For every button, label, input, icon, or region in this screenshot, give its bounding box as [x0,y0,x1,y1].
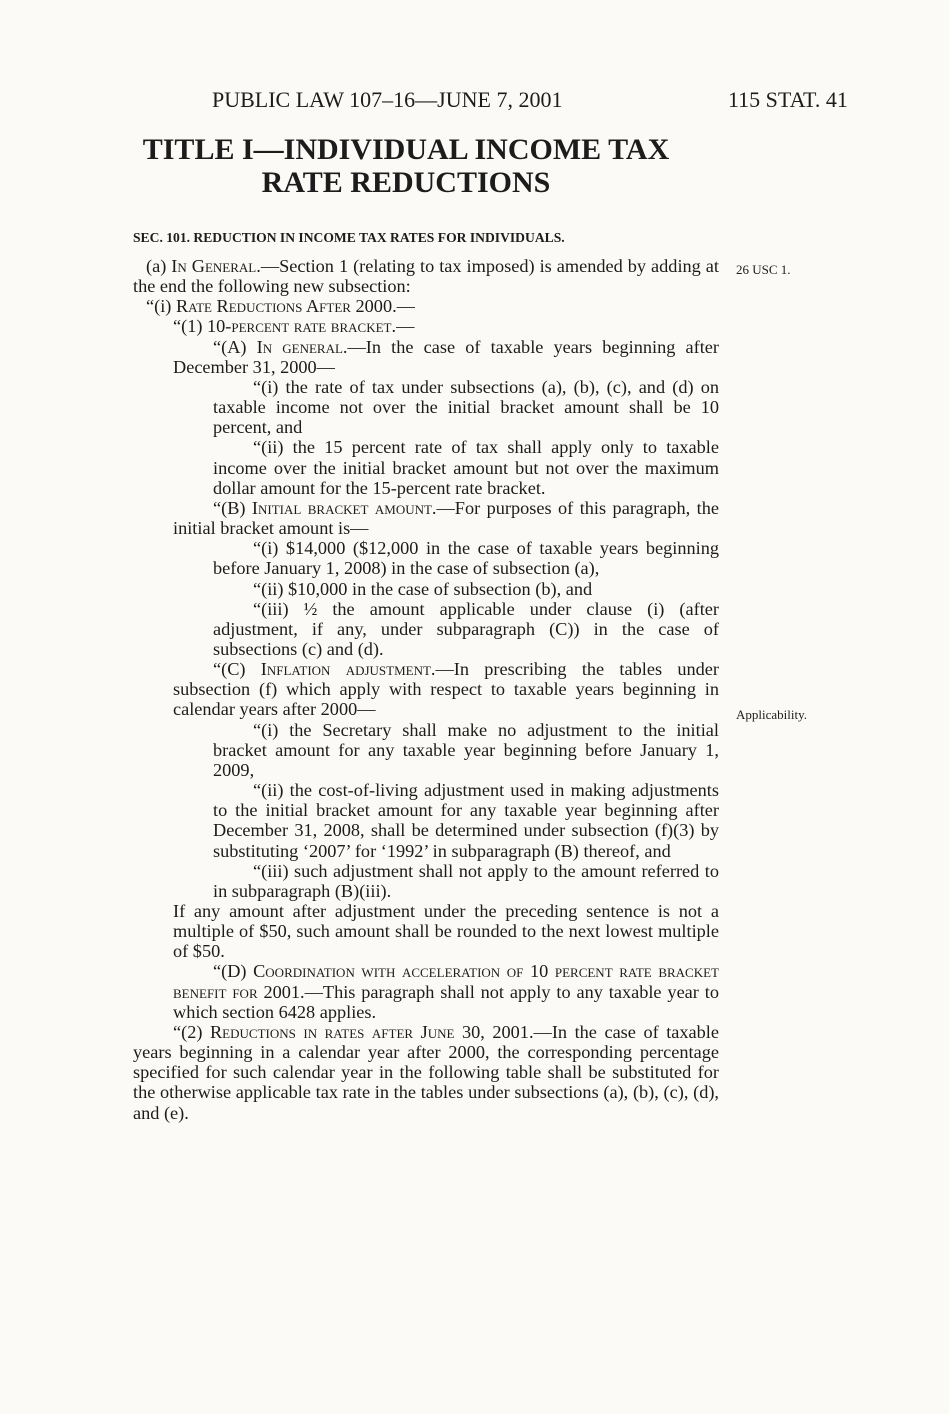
subsection-i-caption: Rate Reductions After 2000. [175,296,397,317]
paragraph-2-lead: “(2) [173,1021,210,1042]
running-title: PUBLIC LAW 107–16—JUNE 7, 2001 [212,87,563,112]
subparagraph-B-lead: “(B) [213,497,252,518]
margin-note-applicability: Applicability. [736,707,808,722]
subparagraph-A [133,337,719,377]
title-heading [100,133,712,199]
paragraph-a-lead: (a) [146,256,172,276]
clause-C-ii: “(ii) the cost-of-living adjustment used in making adjustments to the initial bracket amount for any taxable year beginning after December 31, 2008, shall be determined under subsection (f)(3) by substituting ‘2007’ for ‘1992’ in subparagraph (B) thereof, and [213,780,719,861]
subparagraph-C [133,659,719,719]
subparagraph-B [133,498,719,538]
title-line-1: TITLE I—INDIVIDUAL INCOME TAX [142,133,670,166]
subparagraph-C-lead: “(C) [213,659,261,680]
clause-A-i: “(i) the rate of tax under subsections (a), (b), (c), and (d) on taxable income not over the initial bracket amount shall be 10 percent, and [213,376,719,438]
clause-C-i: “(i) the Secretary shall make no adjustment to the initial bracket amount for any taxable year beginning before January 1, 2009, [213,719,719,780]
subparagraph-D-lead: “(D) [213,961,254,982]
paragraph-1-lead: “(1) [173,316,208,337]
paragraph-a-caption: In General. [171,256,261,276]
body-text [133,256,719,1123]
subparagraph-A-text: —In the case of taxable years beginning after December 31, 2000— [173,336,719,377]
subparagraph-D-text: —This paragraph shall not apply to any taxable year to which section 6428 applies. [173,981,719,1022]
subparagraph-C-tail: If any amount after adjustment under the preceding sentence is not a multiple of $50, such amount shall be rounded to the next lowest multiple of $50. [173,901,719,962]
title-line-2: RATE REDUCTIONS [261,166,551,199]
subparagraph-B-text: —For purposes of this paragraph, the initial bracket amount is— [173,497,719,539]
stat-page-number: 115 STAT. 41 [728,87,848,112]
subparagraph-C-text: —In prescribing the tables under subsection (f) which apply with respect to taxable years beginning in calendar years after 2000— [173,659,719,720]
clause-B-iii: “(iii) ½ the amount applicable under clause (i) (after adjustment, if any, under subparagraph (C)) in the case of subsections (c) and (d). [213,598,719,659]
subsection-i-heading [133,296,719,316]
paragraph-2-caption: Reductions in rates after June 30, 2001. [209,1021,534,1042]
subparagraph-B-caption: Initial bracket amount. [251,497,437,518]
subsection-i-lead: “(i) [146,296,176,317]
margin-note-usc: 26 USC 1. [736,262,791,277]
subparagraph-D [133,961,719,1021]
section-heading: SEC. 101. REDUCTION IN INCOME TAX RATES FOR INDIVIDUALS. [133,230,565,245]
paragraph-a [133,256,719,296]
clause-C-iii: “(iii) such adjustment shall not apply to the amount referred to in subparagraph (B)(iii). [213,860,719,901]
paragraph-1-caption: 10-percent rate bracket. [207,316,397,337]
paragraph-1-text: — [396,316,415,337]
subsection-i-text: — [396,296,415,317]
clause-B-i: “(i) $14,000 ($12,000 in the case of taxable years beginning before January 1, 2008) in the case of subsection (a), [213,538,719,579]
paragraph-2-text: —In the case of taxable years beginning in a calendar year after 2000, the corresponding percentage specified for such calendar year in the following table shall be substituted for the otherwise applicable tax rate in the tables under subsections (a), (b), (c), (d), and (e). [133,1021,720,1123]
clause-B-ii: “(ii) $10,000 in the case of subsection (b), and [253,578,593,599]
paragraph-1-heading [133,316,719,336]
subparagraph-A-lead: “(A) [213,336,257,357]
paragraph-a-text: —Section 1 (relating to tax imposed) is amended by adding at the end the following new subsection: [133,256,719,297]
subparagraph-D-caption: Coordination with acceleration of 10 percent rate bracket benefit for 2001. [173,961,720,1002]
paragraph-2 [133,1022,719,1123]
subparagraph-C-caption: Inflation adjustment. [260,659,436,680]
running-header [0,87,949,115]
clause-A-ii: “(ii) the 15 percent rate of tax shall apply only to taxable income over the initial bracket amount but not over the maximum dollar amount for the 15-percent rate bracket. [213,437,719,498]
subparagraph-A-caption: In general. [256,336,348,357]
